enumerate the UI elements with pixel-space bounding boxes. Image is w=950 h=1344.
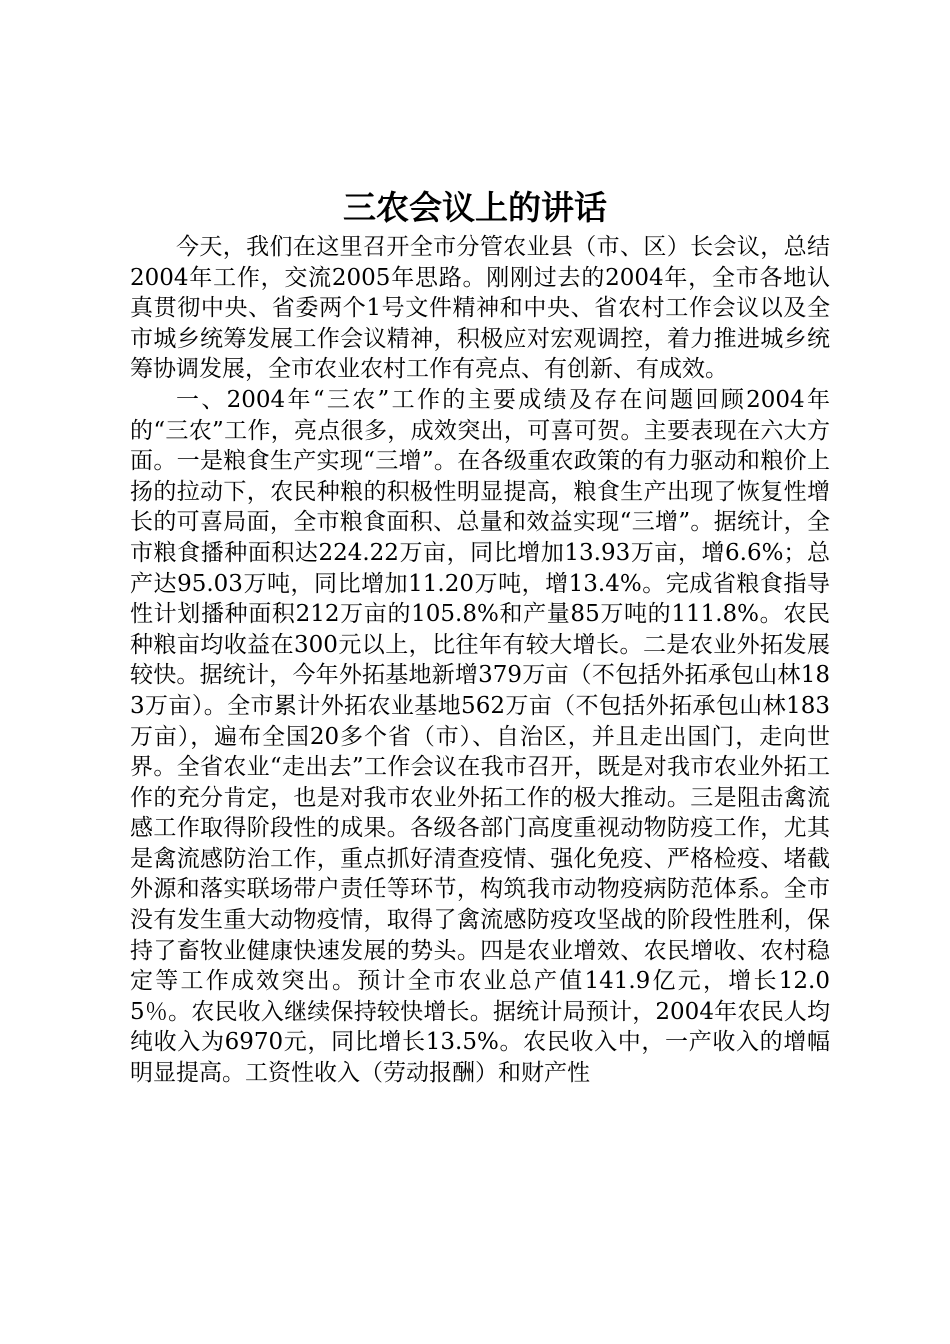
paragraph-intro: 今天，我们在这里召开全市分管农业县（市、区）长会议，总结2004年工作，交流2005年思路。刚刚过去的2004年，全市各地认真贯彻中央、省委两个1号文件精神和中央、省农村工作会议以及全市城乡统筹发展工作会议精神，积极应对宏观调控，着力推进城乡统筹协调发展，全市农业农村工作有亮点、有创新、有成效。: [130, 234, 830, 383]
paragraph-review-2004: 一、2004年“三农”工作的主要成绩及存在问题回顾2004年的“三农”工作，亮点很多，成效突出，可喜可贺。主要表现在六大方面。一是粮食生产实现“三增”。在各级重农政策的有力驱动和粮价上扬的拉动下，农民种粮的积极性明显提高，粮食生产出现了恢复性增长的可喜局面，全市粮食面积、总量和效益实现“三增”。据统计，全市粮食播种面积达224.22万亩，同比增加13.93万亩，增6.6%；总产达95.03万吨，同比增加11.20万吨，增13.4%。完成省粮食指导性计划播种面积212万亩的105.8%和产量85万吨的111.8%。农民种粮亩均收益在300元以上，比往年有较大增长。二是农业外拓发展较快。据统计，今年外拓基地新增379万亩（不包括外拓承包山林183万亩）。全市累计外拓农业基地562万亩（不包括外拓承包山林183万亩），遍布全国20多个省（市）、自治区，并且走出国门，走向世界。全省农业“走出去”工作会议在我市召开，既是对我市农业外拓工作的充分肯定，也是对我市农业外拓工作的极大推动。三是阻击禽流感工作取得阶段性的成果。各级各部门高度重视动物防疫工作，尤其是禽流感防治工作，重点抓好清查疫情、强化免疫、严格检疫、堵截外源和落实联场带户责任等环节，构筑我市动物疫病防范体系。全市没有发生重大动物疫情，取得了禽流感防疫攻坚战的阶段性胜利，保持了畜牧业健康快速发展的势头。四是农业增效、农民增收、农村稳定等工作成效突出。预计全市农业总产值141.9亿元，增长12.05％。农民收入继续保持较快增长。据统计局预计，2004年农民人均纯收入为6970元，同比增长13.5%。农民收入中，一产收入的增幅明显提高。工资性收入（劳动报酬）和财产性: [130, 386, 830, 1087]
document-body: [130, 232, 830, 1089]
document-title: 三农会议上的讲话: [343, 188, 607, 227]
